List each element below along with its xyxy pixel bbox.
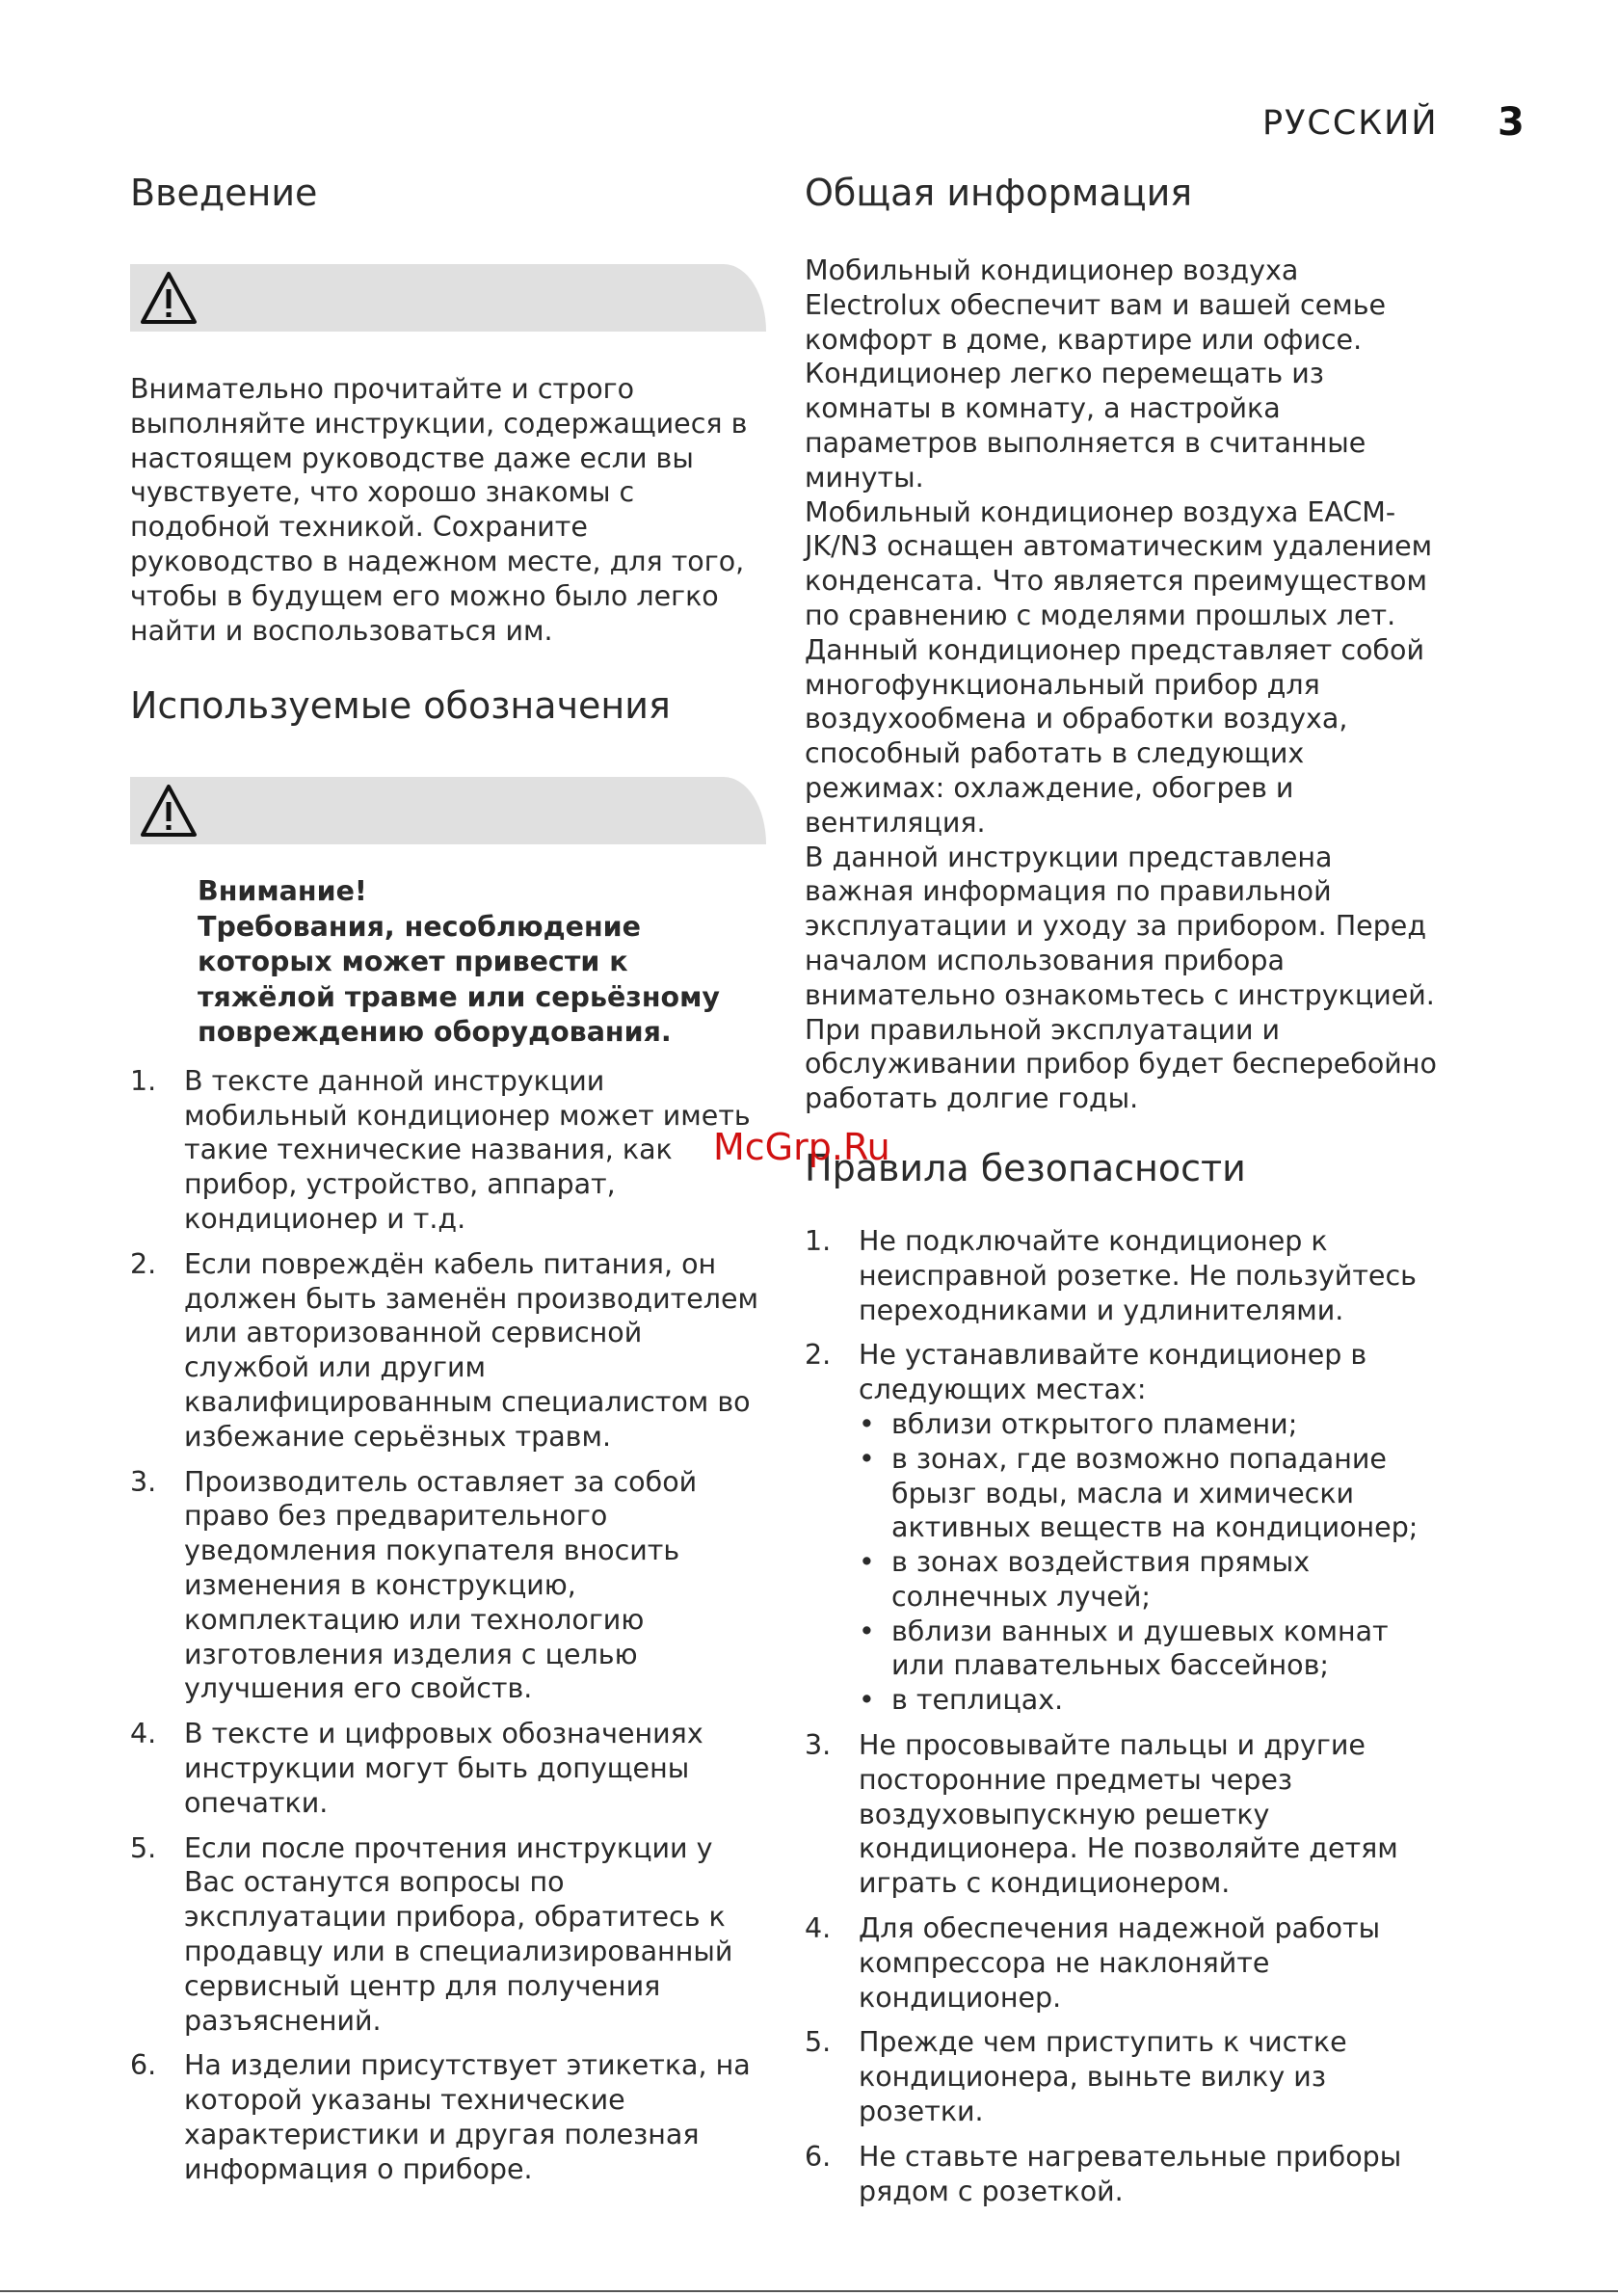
bullet-item: • в зонах воздействия прямых солнечных лучей; (859, 1546, 1311, 1613)
bullet-item: • в теплицах. (859, 1684, 1064, 1717)
warning-triangle-icon (140, 270, 198, 326)
symbols-list (130, 1064, 766, 2187)
warning-text: Требования, несоблюдение которых может привести к тяжёлой травме или серьёзному повреждению оборудования. (198, 910, 721, 1049)
list-item: 6. На изделии присутствует этикетка, на которой указаны технические характеристики и другая полезная информация о приборе. (130, 2049, 751, 2185)
list-item: 2. Если повреждён кабель питания, он должен быть заменён производителем или авторизованной сервисной службой или другим квалифицированным специалистом во избежание серьёзных травм. (130, 1247, 758, 1453)
general-paragraph: В данной инструкции представлена важная информация по правильной эксплуатации и уходу за прибором. Перед началом использования прибора внимательно ознакомьтесь с инструкцией. При правильной эксплуатации и обслуживании прибор будет бесперебойно работать долгие годы. (805, 841, 1437, 1115)
list-item: 3. Не просовывайте пальцы и другие посторонние предметы через воздуховыпускную решетку кондиционера. Не позволяйте детям играть с кондиционером. (805, 1729, 1398, 1900)
list-item: 3. Производитель оставляет за собой право без предварительного уведомления покупателя вносить изменения в конструкцию, комплектацию или технологию изготовления изделия с целью улучшения его свойств. (130, 1465, 698, 1705)
watermark: McGrp.Ru (713, 1126, 890, 1168)
list-item: 6. Не ставьте нагревательные приборы рядом с розеткой. (805, 2140, 1402, 2207)
list-item: 5. Прежде чем приступить к чистке кондиционера, выньте вилку из розетки. (805, 2026, 1347, 2128)
general-title: Общая информация (805, 172, 1193, 214)
footer-rule (0, 2290, 1618, 2292)
symbols-title: Используемые обозначения (130, 684, 671, 728)
list-item: 2. Не устанавливайте кондиционер в следующих местах: • вблизи открытого пламени; • в зонах, где возможно попадание брызг воды, масла и химически активных веществ на кондиционер; • в зонах воздействия прямых солнечных лучей; • вблизи ванных и душевых комнат или плавательных бассейнов; • в теплицах. (805, 1338, 1441, 1718)
safety-list (805, 1224, 1441, 2209)
right-column (805, 164, 1441, 2219)
bullet-item: • в зонах, где возможно попадание брызг воды, масла и химически активных веществ на кондиционер; (859, 1442, 1419, 1544)
intro-title: Введение (130, 172, 318, 214)
bullet-item: • вблизи открытого пламени; (859, 1407, 1298, 1440)
general-paragraph: Данный кондиционер представляет собой многофункциональный прибор для воздухообмена и обработки воздуха, способный работать в следующих режимах: охлаждение, обогрев и вентиляция. (805, 633, 1424, 839)
list-item: 1. В тексте данной инструкции мобильный кондиционер может иметь такие технические названия, как прибор, устройство, аппарат, кондиционер и т.д. (130, 1064, 751, 1236)
list-item: 5. Если после прочтения инструкции у Вас останутся вопросы по эксплуатации прибора, обратитесь к продавцу или в специализированный сервисный центр для получения разъяснений. (130, 1831, 733, 2037)
list-item: 1. Не подключайте кондиционер к неисправной розетке. Не пользуйтесь переходниками и удлинителями. (805, 1224, 1417, 1326)
left-column (130, 164, 766, 2198)
bullet-list (859, 1407, 1441, 1718)
general-paragraph: Мобильный кондиционер воздуха Electrolux обеспечит вам и вашей семье комфорт в доме, квартире или офисе. Кондиционер легко перемещать из комнаты в комнату, а настройка параметров выполняется в считанные минуты. (805, 254, 1387, 494)
warning-band (130, 777, 766, 844)
warning-triangle-icon (140, 783, 198, 839)
bullet-item: • вблизи ванных и душевых комнат или плавательных бассейнов; (859, 1615, 1389, 1682)
intro-text: Внимательно прочитайте и строго выполняйте инструкции, содержащиеся в настоящем руководстве даже если вы чувствуете, что хорошо знакомы с подобной техникой. Сохраните руководство в надежном месте, для того, чтобы в будущем его можно было легко найти и воспользоваться им. (130, 373, 748, 647)
warning-note (198, 874, 766, 1051)
warning-heading: Внимание! (198, 875, 367, 908)
list-item: 4. В тексте и цифровых обозначениях инструкции могут быть допущены опечатки. (130, 1718, 703, 1819)
list-item: 4. Для обеспечения надежной работы компрессора не наклоняйте кондиционер. (805, 1912, 1381, 2014)
warning-band (130, 264, 766, 332)
safety-title: Правила безопасности (805, 1146, 1246, 1189)
page-number: 3 (1498, 100, 1525, 145)
header-language: РУССКИЙ (1262, 104, 1439, 143)
general-paragraph: Мобильный кондиционер воздуха EACM-JK/N3 оснащен автоматическим удалением конденсата. Что является преимуществом по сравнению с моделями прошлых лет. (805, 495, 1433, 631)
